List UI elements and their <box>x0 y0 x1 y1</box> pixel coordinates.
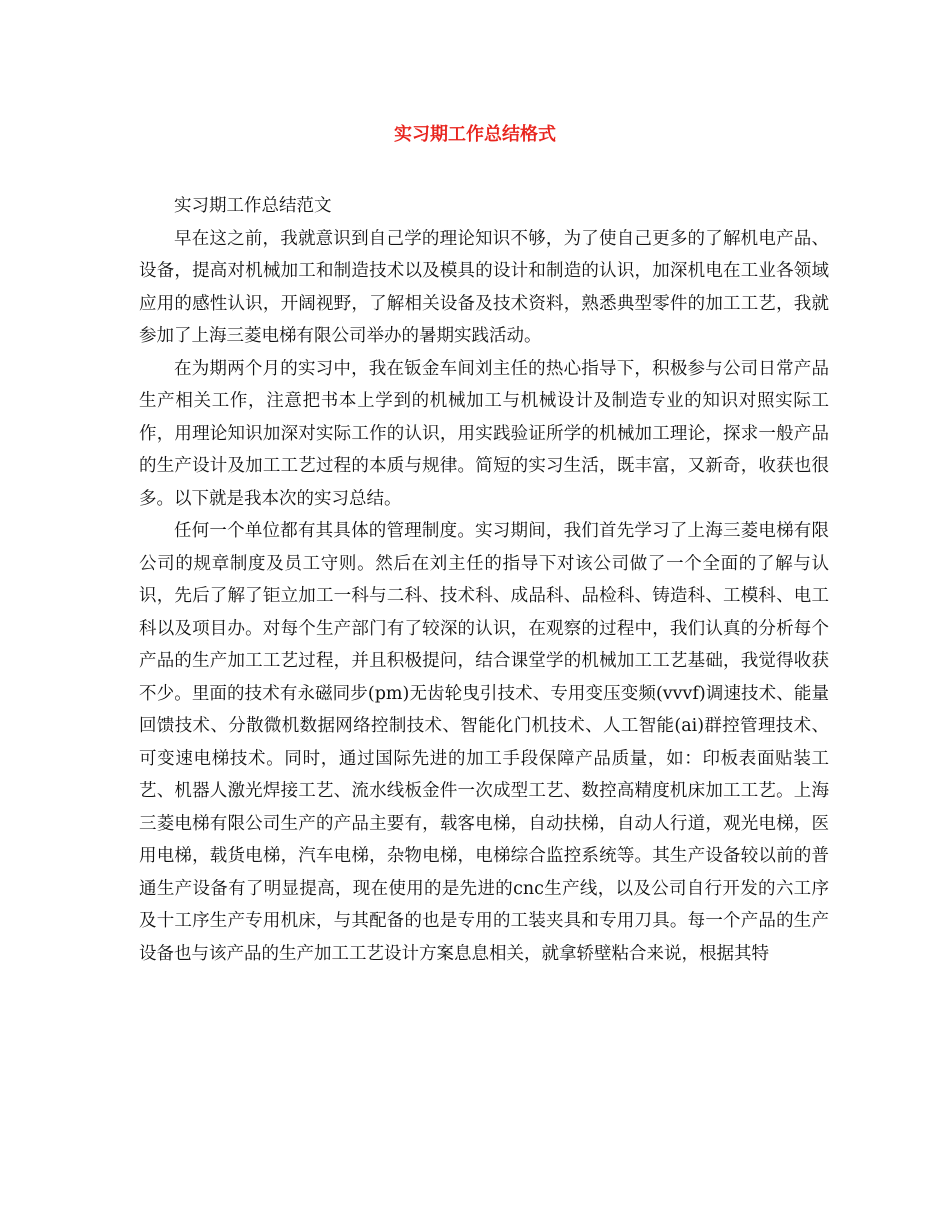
body-paragraph: 在为期两个月的实习中，我在钣金车间刘主任的热心指导下，积极参与公司日常产品生产相关工作，注意把书本上学到的机械加工与机械设计及制造专业的知识对照实际工作，用理论知识加深对实际工作的认识，用实践验证所学的机械加工理论，探求一般产品的生产设计及加工工艺过程的本质与规律。简短的实习生活，既丰富，又新奇，收获也很多。以下就是我本次的实习总结。 <box>139 358 829 509</box>
document-title: 实习期工作总结格式 <box>394 124 556 145</box>
document-body <box>139 190 829 970</box>
subtitle-paragraph: 实习期工作总结范文 <box>174 196 332 216</box>
body-paragraph: 任何一个单位都有其具体的管理制度。实习期间，我们首先学习了上海三菱电梯有限公司的规章制度及员工守则。然后在刘主任的指导下对该公司做了一个全面的了解与认识，先后了解了钜立加工一科与二科、技术科、成品科、品检科、铸造科、工模科、电工科以及项目办。对每个生产部门有了较深的认识，在观察的过程中，我们认真的分析每个产品的生产加工工艺过程，并且积极提问，结合课堂学的机械加工工艺基础，我觉得收获不少。里面的技术有永磁同步(pm)无齿轮曳引技术、专用变压变频(vvvf)调速技术、能量回馈技术、分散微机数据网络控制技术、智能化门机技术、人工智能(ai)群控管理技术、可变速电梯技术。同时，通过国际先进的加工手段保障产品质量，如：印板表面贴装工艺、机器人激光焊接工艺、流水线板金件一次成型工艺、数控高精度机床加工工艺。上海三菱电梯有限公司生产的产品主要有，载客电梯，自动扶梯，自动人行道，观光电梯，医用电梯，载货电梯，汽车电梯，杂物电梯，电梯综合监控系统等。其生产设备较以前的普通生产设备有了明显提高，现在使用的是先进的cnc生产线，以及公司自行开发的六工序及十工序生产专用机床，与其配备的也是专用的工装夹具和专用刀具。每一个产品的生产设备也与该产品的生产加工工艺设计方案息息相关，就拿轿壁粘合来说，根据其特 <box>139 521 829 964</box>
body-paragraph: 早在这之前，我就意识到自己学的理论知识不够，为了使自己更多的了解机电产品、设备，提高对机械加工和制造技术以及模具的设计和制造的认识，加深机电在工业各领域应用的感性认识，开阔视野，了解相关设备及技术资料，熟悉典型零件的加工工艺，我就参加了上海三菱电梯有限公司举办的暑期实践活动。 <box>139 228 829 346</box>
